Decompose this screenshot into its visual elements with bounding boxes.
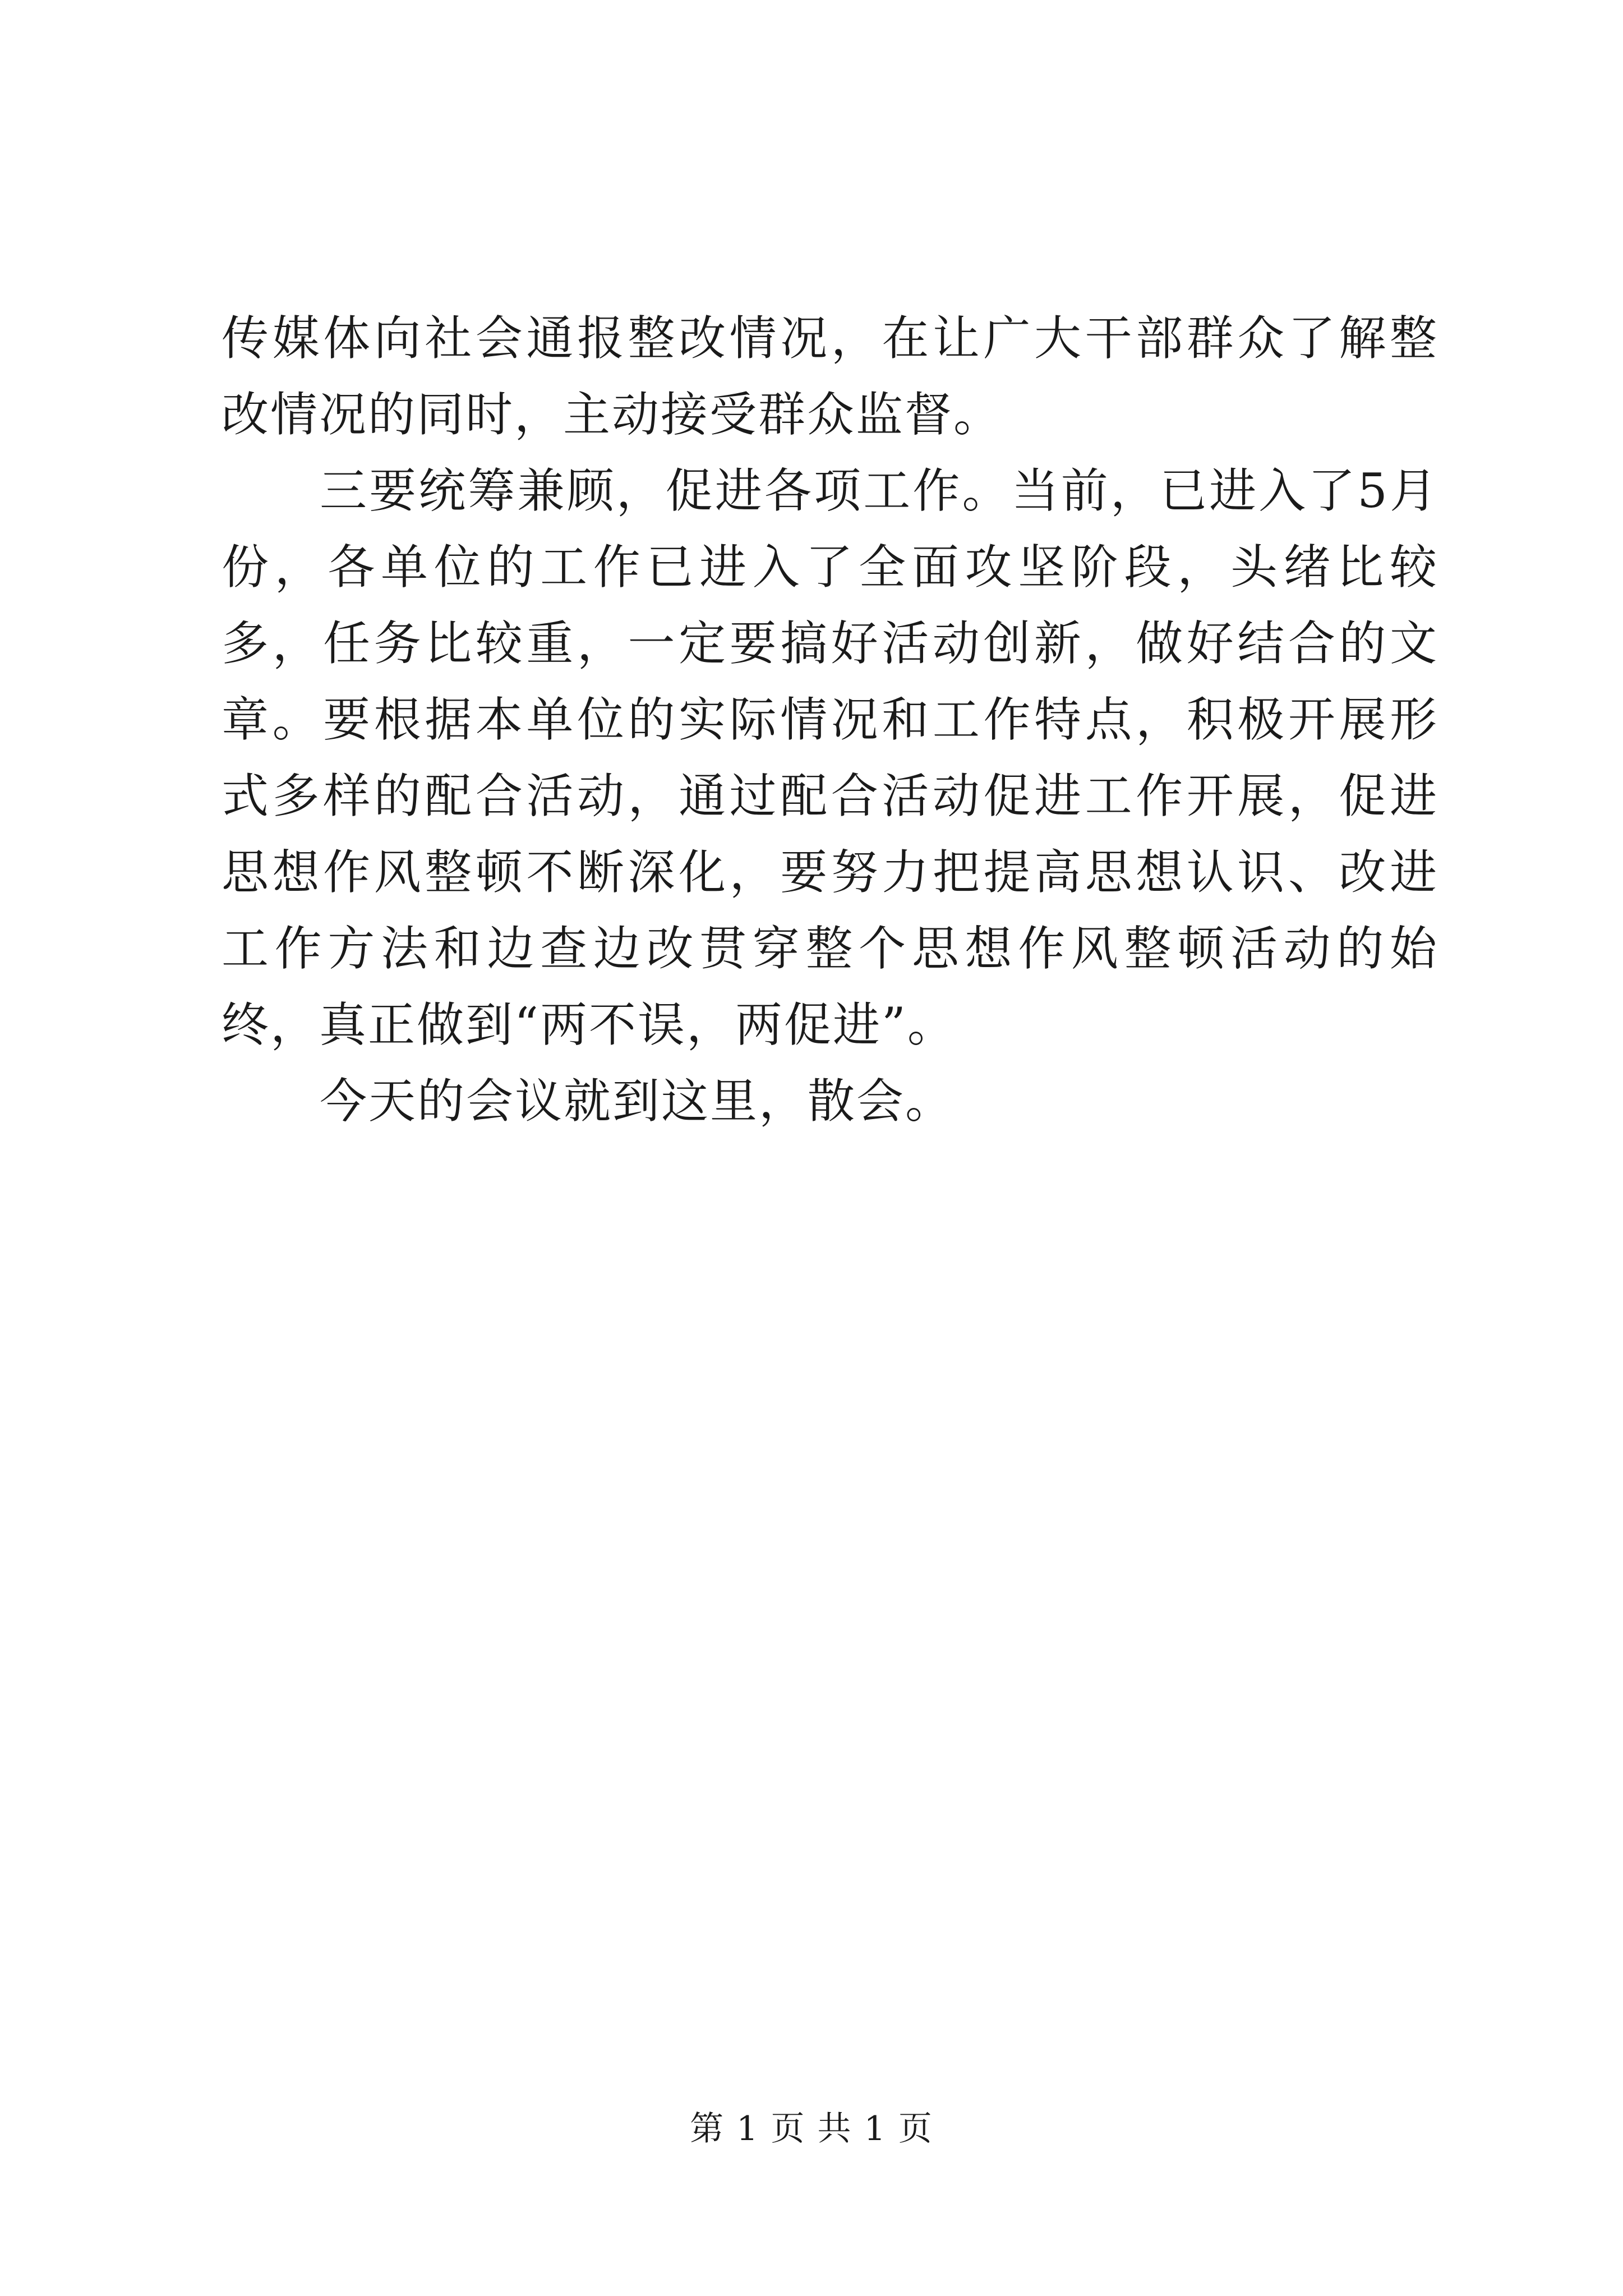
paragraph-2: 三要统筹兼顾，促进各项工作。当前，已进入了5月份，各单位的工作已进入了全面攻坚阶段，头绪比较多，任务比较重，一定要搞好活动创新，做好结合的文章。要根据本单位的实际情况和工作特点，积极开展形式多样的配合活动，通过配合活动促进工作开展，促进思想作风整顿不断深化，要努力把提高思想认识、改进工作方法和边查边改贯穿整个思想作风整顿活动的始终，真正做到“两不误，两促进”。: [222, 463, 1438, 1052]
paragraph-3: 今天的会议就到这里，散会。: [320, 1074, 955, 1129]
document-body: [222, 300, 1438, 1139]
page-footer: 第 1 页 共 1 页: [690, 2109, 933, 2148]
paragraph-1: 传媒体向社会通报整改情况，在让广大干部群众了解整改情况的同时，主动接受群众监督。: [222, 311, 1438, 442]
